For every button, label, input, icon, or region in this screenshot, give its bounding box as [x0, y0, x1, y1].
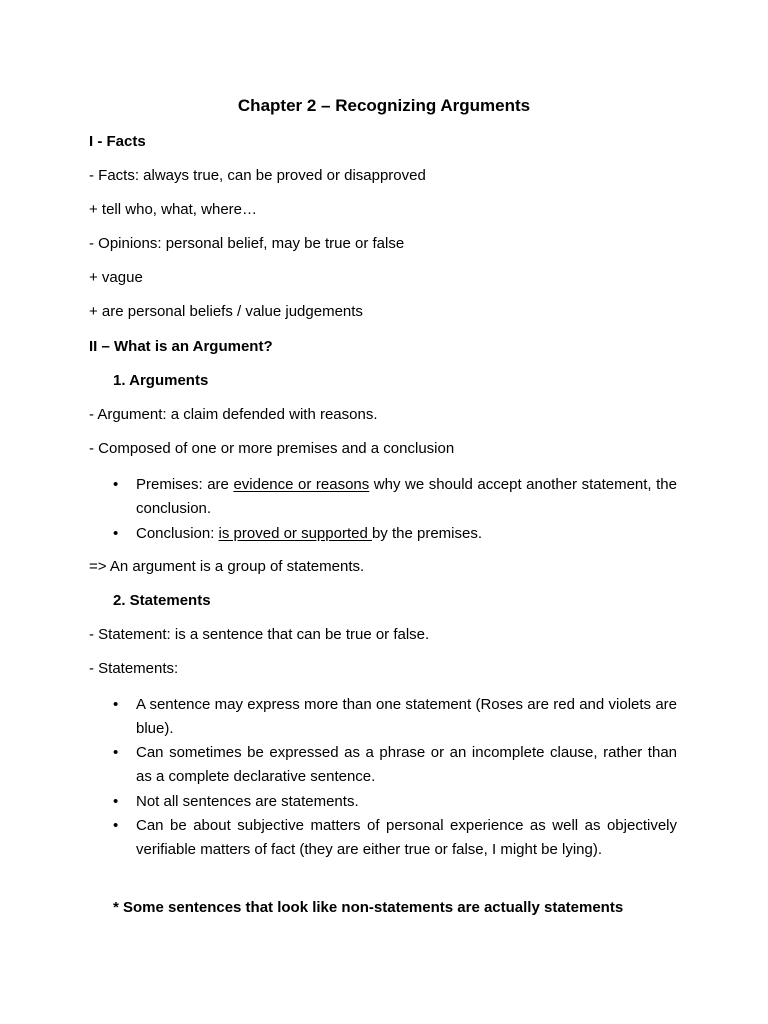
text-line: => An argument is a group of statements. — [89, 558, 365, 575]
list-item — [113, 790, 677, 814]
bullet-icon: • — [113, 817, 119, 834]
list-item-text: Can be about subjective matters of personal experience as well as objectively verifiable matters of fact (they are either true or false, I might be lying). — [136, 817, 677, 858]
text-line: - Facts: always true, can be proved or disapproved — [89, 167, 426, 184]
page-title: Chapter 2 – Recognizing Arguments — [237, 96, 531, 115]
list-item-text: Not all sentences are statements. — [136, 793, 359, 810]
bullet-icon: • — [113, 525, 119, 542]
list-item — [113, 693, 677, 743]
section-heading-facts: I - Facts — [89, 133, 146, 150]
list-item-text: Premises: are evidence or reasons why we should accept another statement, the conclusion. — [136, 476, 677, 517]
list-item-text: A sentence may express more than one statement (Roses are red and violets are blue). — [136, 696, 677, 737]
bullet-icon: • — [113, 793, 119, 810]
note-line: * Some sentences that look like non-statements are actually statements — [113, 899, 624, 916]
subheading-arguments: 1. Arguments — [113, 372, 209, 389]
list-item — [113, 814, 677, 888]
list-item-text: Conclusion: is proved or supported by the premises. — [136, 525, 483, 542]
list-item — [113, 473, 677, 523]
bullet-icon: • — [113, 476, 119, 493]
text-line: + vague — [89, 269, 143, 286]
list-item-text: Can sometimes be expressed as a phrase or an incomplete clause, rather than as a complete declarative sentence. — [136, 744, 677, 785]
subheading-statements: 2. Statements — [113, 592, 211, 609]
text-line: + are personal beliefs / value judgements — [89, 303, 363, 320]
text-line: - Composed of one or more premises and a conclusion — [89, 440, 455, 457]
text-line: - Opinions: personal belief, may be true or false — [89, 235, 405, 252]
text-line: - Argument: a claim defended with reasons. — [89, 406, 378, 423]
bullet-icon: • — [113, 744, 119, 761]
text-line: - Statements: — [89, 660, 179, 677]
text-line: + tell who, what, where… — [89, 201, 257, 218]
list-item — [113, 522, 677, 546]
section-heading-argument: II – What is an Argument? — [89, 338, 273, 355]
text-line: - Statement: is a sentence that can be true or false. — [89, 626, 430, 643]
bullet-icon: • — [113, 696, 119, 713]
list-item — [113, 741, 677, 791]
